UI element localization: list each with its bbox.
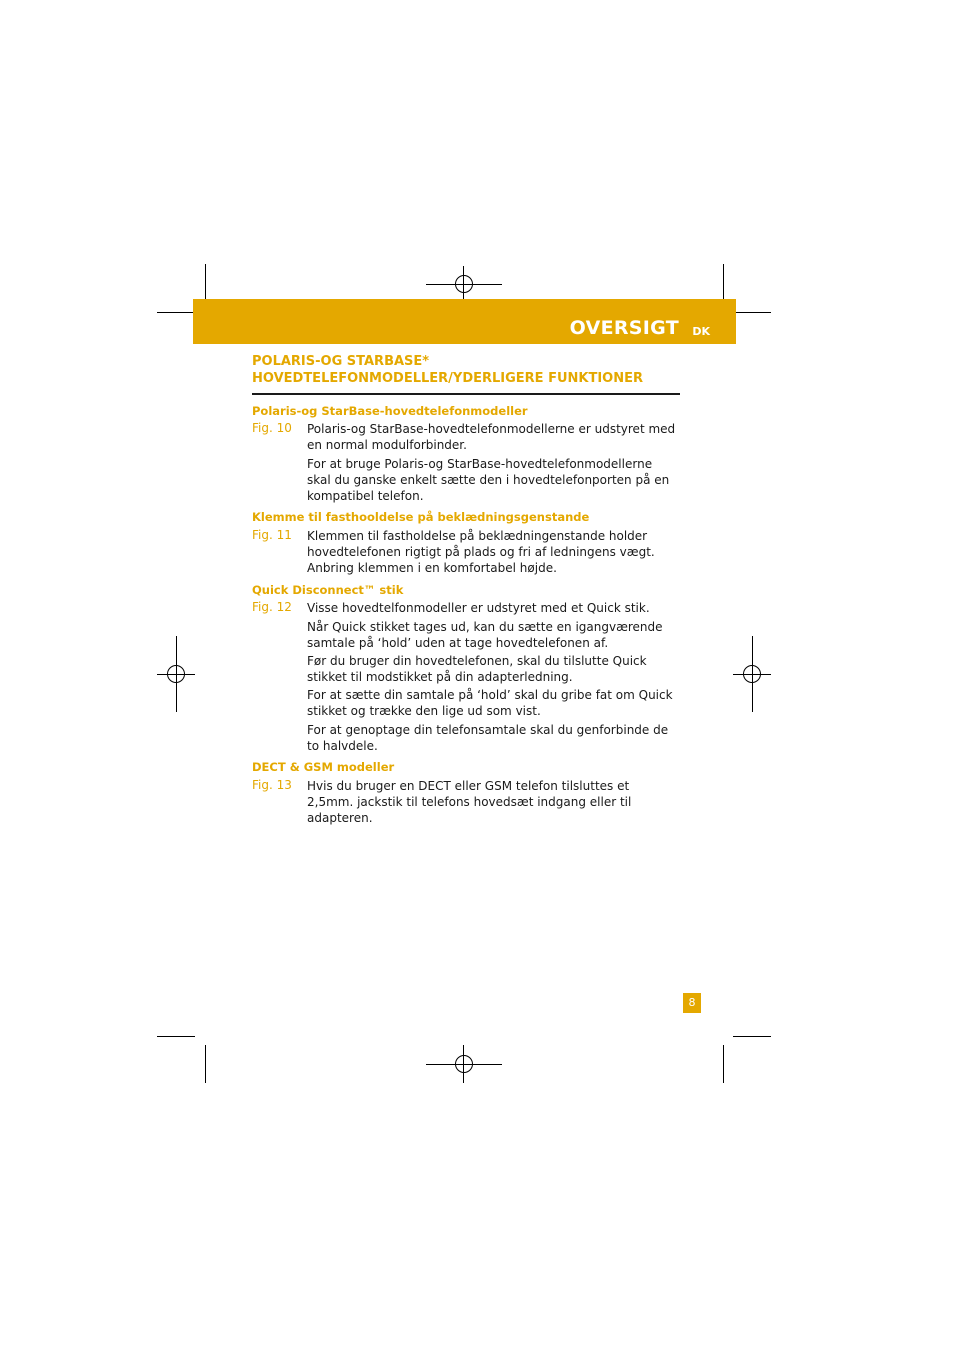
figure-ref: Fig. 10: [252, 421, 292, 435]
header-banner: [193, 299, 736, 344]
figure-ref: Fig. 11: [252, 528, 292, 542]
crop-mark: [733, 1036, 771, 1037]
page-number: 8: [683, 993, 701, 1013]
crop-mark: [723, 264, 724, 302]
paragraph: Når Quick stikket tages ud, kan du sætte en igangværende samtale på ‘hold’ uden at tage hovedtelefonen af.: [307, 620, 663, 650]
main-heading-line1: POLARIS-OG STARBASE*: [252, 354, 430, 369]
section-title: DECT & GSM modeller: [252, 760, 395, 774]
figure-ref: Fig. 13: [252, 778, 292, 792]
section-title: Quick Disconnect™ stik: [252, 583, 404, 597]
paragraph: For at bruge Polaris-og StarBase-hovedtelefonmodellerne skal du ganske enkelt sætte den i hovedtelefonporten på en kompatibel telefon.: [307, 457, 670, 503]
section-title: Polaris-og StarBase-hovedtelefonmodeller: [252, 404, 528, 418]
main-heading: [252, 353, 680, 387]
crop-mark: [733, 312, 771, 313]
paragraph: Visse hovedtelfonmodeller er udstyret med et Quick stik.: [307, 601, 650, 615]
crop-mark: [157, 312, 195, 313]
paragraph: For at sætte din samtale på ‘hold’ skal du gribe fat om Quick stikket og trække den lige ud som vist.: [307, 688, 673, 718]
crop-mark: [205, 264, 206, 302]
section-title: Klemme til fasthooldelse på beklædningsgenstande: [252, 510, 590, 524]
crop-mark: [157, 1036, 195, 1037]
registration-circle: [455, 1055, 473, 1073]
registration-circle: [167, 665, 185, 683]
main-heading-line2: HOVEDTELEFONMODELLER/YDERLIGERE FUNKTIONER: [252, 371, 644, 386]
heading-divider: [252, 393, 680, 395]
paragraph: For at genoptage din telefonsamtale skal du genforbinde de to halvdele.: [307, 723, 669, 753]
page-title: OVERSIGT: [569, 317, 679, 339]
language-code: DK: [692, 325, 710, 338]
paragraph: Hvis du bruger en DECT eller GSM telefon tilsluttes et 2,5mm. jackstik til telefons hovedsæt indgang eller til adapteren.: [307, 779, 632, 825]
figure-ref: Fig. 12: [252, 600, 292, 614]
registration-circle: [455, 275, 473, 293]
crop-mark: [205, 1045, 206, 1083]
paragraph: Klemmen til fastholdelse på beklædningenstande holder hovedtelefonen rigtigt på plads og fri af ledningens vægt. Anbring klemmen i en komfortabel højde.: [307, 529, 655, 575]
registration-circle: [743, 665, 761, 683]
paragraph: Før du bruger din hovedtelefonen, skal du tilslutte Quick stikket til modstikket på din adapterledning.: [307, 654, 647, 684]
crop-mark: [723, 1045, 724, 1083]
paragraph: Polaris-og StarBase-hovedtelefonmodellerne er udstyret med en normal modulforbinder.: [307, 422, 676, 452]
